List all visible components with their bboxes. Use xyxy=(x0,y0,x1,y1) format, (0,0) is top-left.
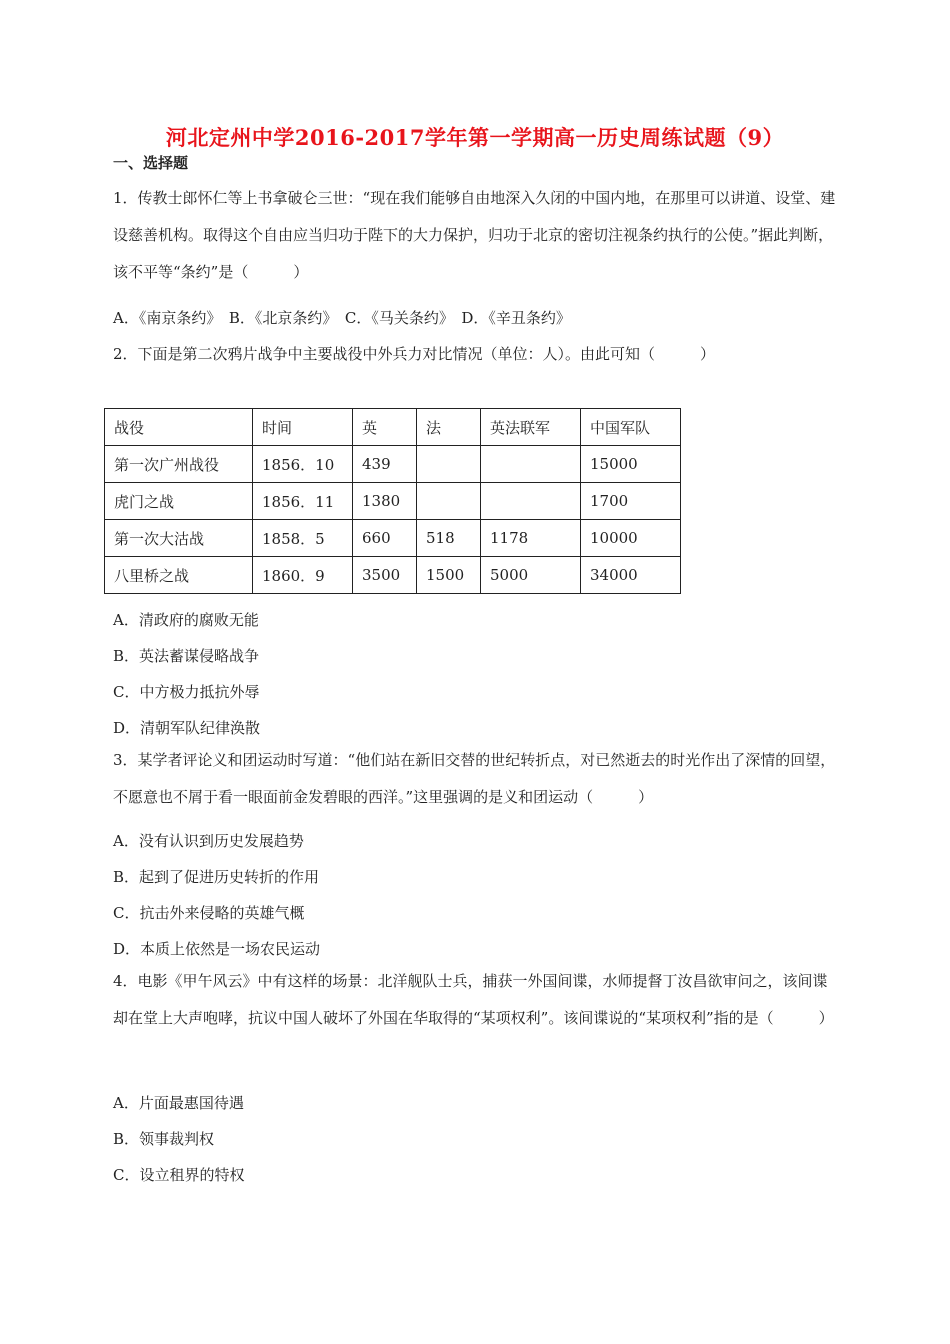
section-heading: 一、选择题 xyxy=(113,154,189,172)
table-cell xyxy=(481,446,581,483)
question-4-option-b: B．领事裁判权 xyxy=(113,1130,215,1148)
question-2-stem: 2．下面是第二次鸦片战争中主要战役中外兵力对比情况（单位：人）。由此可知（ ） xyxy=(113,345,716,363)
table-cell xyxy=(417,483,481,520)
troop-comparison-table xyxy=(104,408,681,594)
table-cell: 1500 xyxy=(417,557,481,594)
question-2-option-a: A．清政府的腐败无能 xyxy=(113,611,259,629)
page-title: 河北定州中学2016-2017学年第一学期高一历史周练试题（9） xyxy=(165,125,785,150)
table-cell: 5000 xyxy=(481,557,581,594)
question-2-option-c: C．中方极力抵抗外辱 xyxy=(113,683,260,701)
table-header-cell: 中国军队 xyxy=(581,409,681,446)
question-3-stem: 3．某学者评论义和团运动时写道：“他们站在新旧交替的世纪转折点，对已然逝去的时光作出了深情的回望，不愿意也不屑于看一眼面前金发碧眼的西洋。”这里强调的是义和团运动（ ） xyxy=(113,751,836,806)
table-cell xyxy=(417,446,481,483)
question-2-option-b: B．英法蓄谋侵略战争 xyxy=(113,647,260,665)
table-cell: 1858．5 xyxy=(253,520,353,557)
table-cell: 1380 xyxy=(353,483,417,520)
table-header-cell: 英 xyxy=(353,409,417,446)
table-cell: 1860．9 xyxy=(253,557,353,594)
table-row xyxy=(105,520,681,557)
table-header-cell: 法 xyxy=(417,409,481,446)
table-cell: 八里桥之战 xyxy=(105,557,253,594)
question-3-option-b: B．起到了促进历史转折的作用 xyxy=(113,868,320,886)
table-cell: 1700 xyxy=(581,483,681,520)
table-cell: 518 xyxy=(417,520,481,557)
table-header-cell: 英法联军 xyxy=(481,409,581,446)
table-cell: 439 xyxy=(353,446,417,483)
question-1-options: A．《南京条约》 B．《北京条约》 C．《马关条约》 D．《辛丑条约》 xyxy=(113,309,571,327)
question-4-stem: 4．电影《甲午风云》中有这样的场景：北洋舰队士兵，捕获一外国间谍，水师提督丁汝昌欲审问之，该间谍却在堂上大声咆哮，抗议中国人破坏了外国在华取得的“某项权利”。该间谍说的“某项权利”指的是（ ） xyxy=(113,972,834,1027)
table-cell xyxy=(481,483,581,520)
table-row xyxy=(105,483,681,520)
question-2-option-d: D．清朝军队纪律涣散 xyxy=(113,719,261,737)
table-cell: 3500 xyxy=(353,557,417,594)
table-header-cell: 时间 xyxy=(253,409,353,446)
table-cell: 15000 xyxy=(581,446,681,483)
table-header-row xyxy=(105,409,681,446)
question-4-option-c: C．设立租界的特权 xyxy=(113,1166,245,1184)
question-1-stem: 1．传教士郎怀仁等上书拿破仑三世：“现在我们能够自由地深入久闭的中国内地，在那里可以讲道、设堂、建设慈善机构。取得这个自由应当归功于陛下的大力保护，归功于北京的密切注视条约执行的公使。”据此判断，该不平等“条约”是（ ） xyxy=(113,189,836,281)
table-header-cell: 战役 xyxy=(105,409,253,446)
table-cell: 1178 xyxy=(481,520,581,557)
question-3-option-a: A．没有认识到历史发展趋势 xyxy=(113,832,304,850)
table-cell: 660 xyxy=(353,520,417,557)
table-cell: 34000 xyxy=(581,557,681,594)
table-cell: 第一次大沽战 xyxy=(105,520,253,557)
table-cell: 1856．11 xyxy=(253,483,353,520)
table-row xyxy=(105,557,681,594)
table-cell: 10000 xyxy=(581,520,681,557)
table-cell: 第一次广州战役 xyxy=(105,446,253,483)
question-3-option-d: D．本质上依然是一场农民运动 xyxy=(113,940,321,958)
table-row xyxy=(105,446,681,483)
question-3-option-c: C．抗击外来侵略的英雄气概 xyxy=(113,904,305,922)
question-4-option-a: A．片面最惠国待遇 xyxy=(113,1094,244,1112)
table-cell: 1856．10 xyxy=(253,446,353,483)
table-cell: 虎门之战 xyxy=(105,483,253,520)
